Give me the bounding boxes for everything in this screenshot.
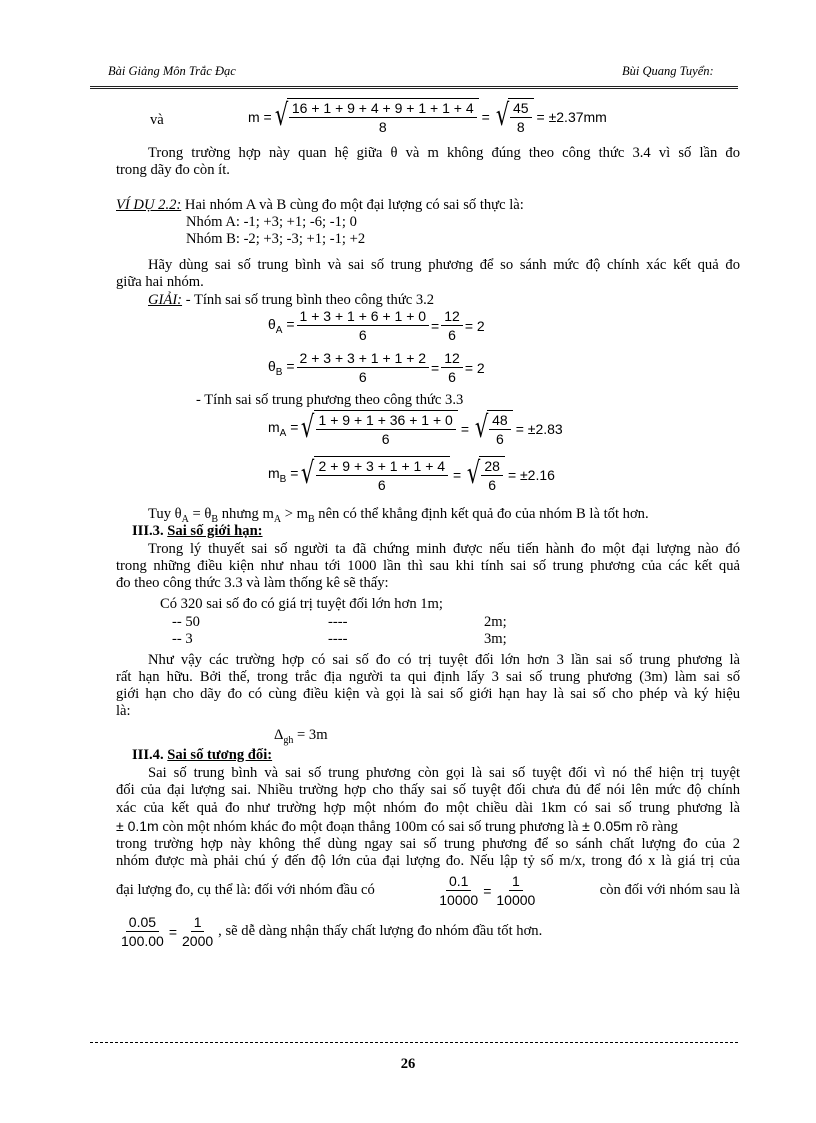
para-1-line-2: trong dãy đo còn ít. <box>116 162 230 178</box>
s33-line-3: đo theo công thức 3.3 và làm thống kê sẽ thấy: <box>116 575 389 591</box>
s33-row-1: Có 320 sai số đo có giá trị tuyệt đối lớn hơn 1m; <box>160 596 443 612</box>
s33-row-3-value: 3m; <box>484 631 507 647</box>
s33-row-2-value: 2m; <box>484 614 507 630</box>
s34-line-5: trong trường hợp này không thể dùng ngay sai số trung phương để so sánh chất lượng đo của 2 <box>116 836 740 852</box>
s33-line-2: trong những điều kiện như nhau tới 1000 lần thì sau khi tính sai số trung phương của các kết quả <box>116 558 740 574</box>
formula-m-b: $m_B$ = √ $\frac{2 + 9 + 3 + 1 + 1 + 4}{6}$ = √ $\frac{28}{6}$ = ±2.16 <box>268 456 555 493</box>
formula-theta-b: $\theta_B$ = $\frac{2 + 3 + 3 + 1 + 1 + 2}{6}$ = $\frac{12}{6}$ = 2 <box>268 350 485 385</box>
group-a-values: Nhóm A: -1; +3; +1; -6; -1; 0 <box>186 214 357 230</box>
s33-row-3-dash: ---- <box>328 631 348 647</box>
s33-row-3-count: -- 3 <box>172 631 193 647</box>
s34-line-8: $\frac{0.05}{100.00}$ = $\frac{1}{2000}$ , sẽ dễ dàng nhận thấy chất lượng đo nhóm đầu tốt hơn. <box>116 914 542 949</box>
page-number: 26 <box>400 1056 416 1072</box>
header-left: Bài Giảng Môn Trắc Đạc <box>108 64 236 78</box>
s34-line-1: Sai số trung bình và sai số trung phương còn gọi là sai số tuyệt đối vì nó thể hiện trị tuyệt <box>148 765 740 781</box>
s33-para-line-3: giới hạn cho dãy đo có cùng điều kiện và gọi là sai số giới hạn hay là sai số cho phép và ký hiệu <box>116 686 740 702</box>
s34-line-3: xác của kết quả đo như trường hợp một nhóm đo một chiều dài 1km có sai số trung phương là <box>116 800 740 816</box>
s33-para-line-1: Như vậy các trường hợp có sai số đo có trị tuyệt đối lớn hơn 3 lần sai số trung phương là <box>148 652 740 668</box>
ratio-group-2: $\frac{0.05}{100.00}$ = $\frac{1}{2000}$ <box>121 914 214 949</box>
solution-heading: GIẢI: - Tính sai số trung bình theo công thức 3.2 <box>148 292 435 308</box>
s34-line-2: đối của đại lượng sai. Nhiều trường hợp cho thấy sai số tuyệt đối chưa đủ để nói lên mức độ chính <box>116 782 740 798</box>
s33-line-1: Trong lý thuyết sai số người ta đã chứng minh được nếu tiến hành đo một đại lượng nào đó <box>148 541 740 557</box>
ratio-group-1: $\frac{0.1}{10000}$ = $\frac{1}{10000}$ <box>439 873 536 908</box>
group-b-values: Nhóm B: -2; +3; -3; +1; -1; +2 <box>186 231 366 247</box>
s33-row-2-dash: ---- <box>328 614 348 630</box>
formula-m-a: $m_A$ = √ $\frac{1 + 9 + 1 + 36 + 1 + 0}{6}$ = √ $\frac{48}{6}$ = ±2.83 <box>268 410 563 447</box>
s34-line-6: nhóm được mà phải chú ý đến độ lớn của đại lượng đo. Nếu lập tỷ số m/x, trong đó x là giá trị của <box>116 853 740 869</box>
header-right: Bùi Quang Tuyển: <box>622 64 714 78</box>
and-label: và <box>150 112 164 128</box>
footer-rule <box>90 1042 738 1043</box>
s34-line-7: đại lượng đo, cụ thể là: đối với nhóm đầu có $\frac{0.1}{10000}$ = $\frac{1}{10000}$ còn đối với nhóm sau là <box>116 873 740 908</box>
conclusion: Tuy $\theta_A = \theta_B$ nhưng $m_A > m_B$ nên có thể khẳng định kết quả đo của nhóm B là tốt hơn. <box>148 506 649 525</box>
section-3-4-heading: III.4. Sai số tương đối: <box>132 747 273 763</box>
para-1-line-1: Trong trường hợp này quan hệ giữa θ và m không đúng theo công thức 3.4 vì số lần đo <box>148 145 740 161</box>
section-3-3-heading: III.3. Sai số giới hạn: <box>132 523 263 539</box>
formula-theta-a: $\theta_A$ = $\frac{1 + 3 + 1 + 6 + 1 + 0}{6}$ = $\frac{12}{6}$ = 2 <box>268 308 485 343</box>
s33-row-2-count: -- 50 <box>172 614 200 630</box>
limit-formula: $\Delta_{gh} = 3m$ <box>274 727 328 746</box>
example-line-1: Hãy dùng sai số trung bình và sai số trung phương để so sánh mức độ chính xác kết quả đo <box>148 257 740 273</box>
s34-line-4: ± 0.1m còn một nhóm khác đo một đoạn thẳng 100m có sai số trung phương là ± 0.05m rõ ràng <box>116 818 678 835</box>
example-line-2: giữa hai nhóm. <box>116 274 204 290</box>
formula-m: m = √ $\frac{16 + 1 + 9 + 4 + 9 + 1 + 1 + 4}{8}$ = √ $\frac{45}{8}$ = ±2.37mm <box>248 98 607 135</box>
example-heading: VÍ DỤ 2.2: Hai nhóm A và B cùng đo một đại lượng có sai số thực là: <box>116 197 524 213</box>
s33-para-line-2: rất hạn hữu. Bởi thế, trong trắc địa người ta qui định lấy 3 sai số trung phương (3m) làm sai số <box>116 669 740 685</box>
header-rule <box>90 86 738 89</box>
s33-para-line-4: là: <box>116 703 131 719</box>
solution-step-2: - Tính sai số trung phương theo công thức 3.3 <box>196 392 464 408</box>
